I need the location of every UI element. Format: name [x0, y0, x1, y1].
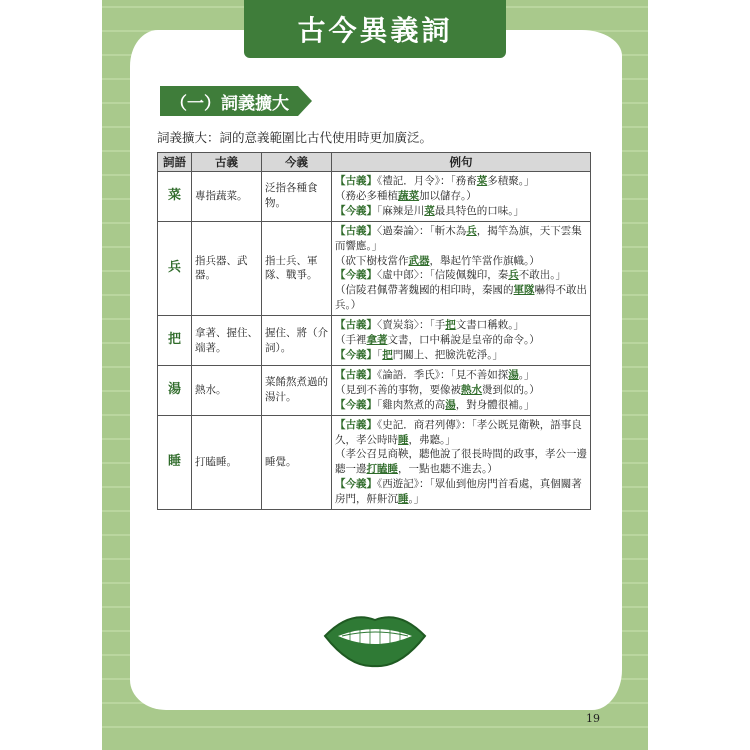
table-row [158, 172, 591, 222]
example-line [335, 224, 587, 254]
example-text: （手裡 [335, 334, 367, 347]
table-header-row [158, 153, 591, 172]
example-text: 《史記．商君列傳》：「孝公既見衛鞅，語事良久，孝公時時 [335, 418, 582, 446]
example-tag: 【古義】 [335, 224, 377, 237]
highlight-word: 湯 [508, 368, 519, 381]
example-line [335, 268, 587, 283]
modern-meaning: 菜餚熬煮過的湯汁。 [262, 365, 332, 415]
example-tag: 【古義】 [335, 418, 377, 431]
example-tag: 【今義】 [335, 204, 377, 217]
ancient-meaning: 熱水。 [192, 365, 262, 415]
example-tag: 【今義】 [335, 398, 377, 411]
example-line [335, 254, 587, 269]
vocab-word: 把 [158, 316, 192, 366]
example-text: （砍下樹枝當作 [335, 254, 409, 267]
highlight-word: 睡 [398, 493, 409, 506]
highlight-word: 蔬菜 [398, 189, 419, 202]
example-text: ，弗聽。」 [408, 433, 456, 446]
highlight-word: 武器 [408, 254, 430, 267]
example-text: 嚇得不敢出兵。） [335, 284, 587, 312]
example-cell [332, 221, 591, 315]
example-cell [332, 172, 591, 222]
example-text: 〈賣炭翁〉：「手 [377, 319, 446, 332]
header-modern: 今義 [262, 153, 332, 172]
vocab-word: 菜 [158, 172, 192, 222]
example-tag: 【今義】 [335, 348, 377, 361]
example-cell [332, 316, 591, 366]
example-line [335, 283, 587, 313]
ancient-meaning: 指兵器、武器。 [192, 221, 262, 315]
modern-meaning: 泛指各種食物。 [262, 172, 332, 222]
table-row [158, 316, 591, 366]
example-line [335, 189, 587, 204]
example-text: 。」 [408, 493, 425, 506]
intro-text: 詞義擴大：詞的意義範圍比古代使用時更加廣泛。 [157, 130, 433, 145]
example-line [335, 447, 587, 477]
highlight-word: 湯 [445, 398, 456, 411]
example-text: （信陵君佩帶著魏國的相印時，秦國的 [335, 284, 514, 297]
table-row [158, 415, 591, 509]
example-text: ，一點也聽不進去。） [398, 463, 498, 476]
page-title: 古今異義詞 [244, 0, 506, 58]
table-row [158, 221, 591, 315]
ancient-meaning: 拿著、握住、端著。 [192, 316, 262, 366]
example-line [335, 477, 587, 507]
example-text: ，舉起竹竿當作旗幟。） [429, 254, 540, 267]
example-text: 門關上、把臉洗乾淨。」 [392, 348, 503, 361]
example-text: （務必多種植 [335, 189, 398, 202]
vocab-table [157, 152, 591, 510]
example-text: 。」 [518, 368, 535, 381]
example-text: 「 [377, 348, 383, 361]
highlight-word: 拿著 [366, 334, 388, 347]
example-tag: 【古義】 [335, 368, 377, 381]
mouth-icon [320, 608, 430, 670]
modern-meaning: 睡覺。 [262, 415, 332, 509]
highlight-word: 菜 [476, 175, 488, 187]
ancient-meaning: 打瞌睡。 [192, 415, 262, 509]
example-tag: 【今義】 [335, 478, 377, 491]
ancient-meaning: 專指蔬菜。 [192, 172, 262, 222]
modern-meaning: 指士兵、軍隊、戰爭。 [262, 221, 332, 315]
highlight-word: 打瞌睡 [366, 463, 398, 476]
example-line [335, 318, 587, 333]
example-text: 文書，口中稱說是皇帝的命令。） [387, 334, 540, 347]
example-text: 《禮記．月令》：「務畜 [377, 175, 477, 187]
example-text: 〈過秦論〉：「斬木為 [377, 224, 467, 237]
highlight-word: 軍隊 [513, 284, 535, 297]
example-text: 燙到似的。） [482, 383, 540, 396]
example-text: （孝公召見商鞅，聽他說了很長時間的政事，孝公一邊聽一邊 [335, 448, 587, 476]
example-text: 最具特色的口味。」 [434, 204, 524, 217]
example-tag: 【今義】 [335, 269, 377, 282]
highlight-word: 菜 [424, 204, 435, 217]
vocab-word: 湯 [158, 365, 192, 415]
example-tag: 【古義】 [335, 319, 377, 332]
highlight-word: 把 [445, 319, 456, 332]
section-title: （一）詞義擴大 [160, 86, 298, 116]
example-text: ，揭竿為旗，天下雲集而響應。」 [335, 224, 582, 252]
example-text: 《論語．季氏》：「見不善如探 [377, 368, 509, 381]
highlight-word: 睡 [398, 433, 409, 446]
example-cell [332, 415, 591, 509]
example-text: （見到不善的事物，要像被 [335, 383, 461, 396]
example-line [335, 204, 587, 219]
example-text: 加以儲存。） [419, 189, 477, 202]
example-text: 「雞肉熬煮的高 [377, 398, 446, 411]
example-line [335, 333, 587, 348]
vocab-word: 兵 [158, 221, 192, 315]
table-row [158, 365, 591, 415]
example-text: ，對身體很補。」 [455, 398, 535, 411]
example-text: 「麻辣是川 [377, 204, 425, 217]
example-line [335, 368, 587, 383]
example-line [335, 418, 587, 448]
highlight-word: 兵 [466, 224, 477, 237]
highlight-word: 熱水 [461, 383, 482, 396]
modern-meaning: 握住、將（介詞）。 [262, 316, 332, 366]
example-text: 不敢出。」 [518, 269, 566, 282]
example-line [335, 398, 587, 413]
vocab-word: 睡 [158, 415, 192, 509]
page-number: 19 [586, 712, 600, 725]
example-text: 《西遊記》：「眾仙到他房門首看處，真個關著房門，鼾鼾沉 [335, 478, 582, 506]
example-line [335, 348, 587, 363]
example-line [335, 383, 587, 398]
example-text: 文書口稱敕。」 [455, 319, 524, 332]
header-word: 詞語 [158, 153, 192, 172]
highlight-word: 把 [382, 348, 393, 361]
example-cell [332, 365, 591, 415]
example-tag: 【古義】 [335, 175, 377, 187]
example-text: 〈虛中郎〉：「信陵佩魏印，秦 [377, 269, 509, 282]
example-text: 多積聚。」 [487, 175, 535, 187]
example-line [335, 174, 587, 189]
header-examples: 例句 [332, 153, 591, 172]
highlight-word: 兵 [508, 269, 519, 282]
header-ancient: 古義 [192, 153, 262, 172]
